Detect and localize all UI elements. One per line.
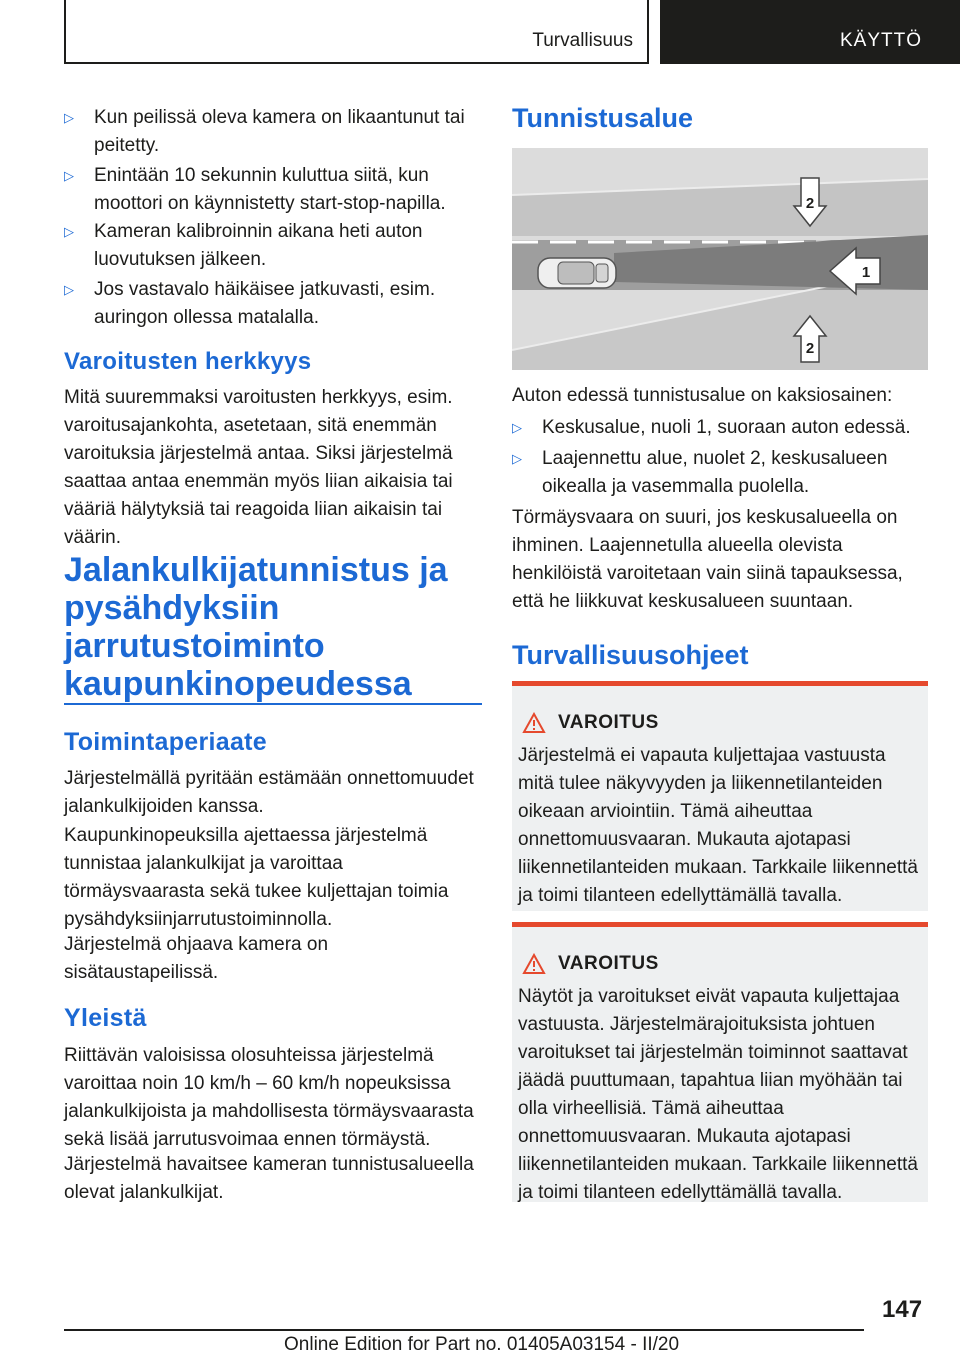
sensitivity-text: Mitä suuremmaksi varoitusten herkkyys, esim. varoitusajankohta, asetetaan, sitä enemmän varoituksia järjestelmä antaa. Siksi järjestelmä saattaa antaa enemmän myös liian aikaisia tai vääriä hälytyksiä tai reagoida liian aikaisin tai väärin. — [64, 387, 453, 548]
principle-p3: Järjestelmä ohjaava kamera on sisätaustapeilissä. — [64, 934, 329, 983]
warning-text: Näytöt ja varoitukset eivät vapauta kuljettajaa vastuusta. Järjestelmärajoituksista johtuen varoitukset tai järjestelmän toiminnot saattavat jäädä puuttumaan, tapahtua liian myöhään tai olla virheellisiä. Tämä aiheuttaa onnettomuusvaaran. Mukauta ajotapasi liikennetilanteiden mukaan. Tarkkaile liikennettä ja toimi tilanteen edellyttämällä tavalla. — [518, 986, 918, 1203]
principle-heading: Toimintaperiaate — [64, 728, 267, 756]
bullet-triangle-icon: ▷ — [512, 420, 522, 435]
svg-text:2: 2 — [805, 340, 815, 357]
footer-rule — [64, 1329, 864, 1331]
warning-title: VAROITUS — [558, 953, 659, 974]
car-icon — [538, 258, 616, 288]
detection-area-heading: Tunnistusalue — [512, 103, 694, 133]
bullet-triangle-icon: ▷ — [512, 451, 522, 466]
bullet-triangle-icon: ▷ — [64, 282, 74, 297]
header-chapter-tab — [660, 0, 960, 64]
heading-rule — [64, 703, 482, 705]
manual-page: Turvallisuus KÄYTTÖ ▷ Kun peilissä oleva kamera on likaantunut tai peitetty. ▷ Enintään 10 sekunnin kuluttua siitä, kun moottori on käynnistetty start-stop-napilla. ▷ Kameran kalibroinnin aikana heti auton luovutuksen jälkeen. ▷ Jos vastavalo häikäisee jatkuvasti, esim. auringon ollessa matalalla. Varoitusten herkkyys Mitä suuremmaksi varoitusten herkkyys, esim. varoitusajankohta, asetetaan, sitä enemmän varoituksia järjestelmä antaa. Siksi järjestelmä saattaa antaa enemmän myös liian aikaisia tai vääriä hälytyksiä tai reagoida liian aikaisin tai väärin. Jalankulkijatunnistus ja pysähdyksiin jarrutustoiminto kaupunkinopeudessa Toimintaperiaate Järjestelmällä pyritään estämään onnettomuudet jalankulkijoiden kanssa. Kaupunkinopeuksilla ajettaessa järjestelmä tunnistaa jalankulkijat ja varoittaa törmäysvaarasta sekä tukee kuljettajan toimia pysähdyksiinjarrutustoiminnolla. Järjestelmä ohjaava kamera on sisätaustapeilissä. Yleistä Riittävän valoisissa olosuhteissa järjestelmä varoittaa noin 10 km/h – 60 km/h nopeuksissa jalankulkijoista ja mahdollisesta törmäysvaarasta sekä lisää jarrutusvoimaa ennen törmäystä. Järjestelmä havaitsee kameran tunnistusalueella olevat jalankulkijat. Tunnistusalue 2 1 2 Auton edessä tunnistusalue on kaksiosainen: ▷ Keskusalue, nuoli 1, suoraan auton edessä. ▷ Laajennettu alue, nuolet 2, keskusalueen oikealla ja vasemmalla puolella. Törmäysvaara on suuri, jos keskusalueella on ihminen. Laajennetulla alueella olevista henkilöistä varoitetaan vain siinä tapauksessa, että he liikkuvat keskusalueen suuntaan. Turvallisuusohjeet VAROITUS Järjestelmä ei vapauta kuljettajaa vastuusta mitä tulee näkyvyyden ja liikennetilanteiden oikeaan arviointiin. Tämä aiheuttaa onnettomuusvaaran. Mukauta ajotapasi liikennetilanteiden mukaan. Tarkkaile liikennettä ja toimi tilanteen edellyttämällä tavalla. VAROITUS Näytöt ja varoitukset eivät vapauta kuljettajaa vastuusta. Järjestelmärajoituksista johtuen varoitukset tai järjestelmän toiminnot saattavat jäädä puuttumaan, tapahtua liian myöhään tai olla virheellisiä. Tämä aiheuttaa onnettomuusvaaran. Mukauta ajotapasi liikennetilanteiden mukaan. Tarkkaile liikennettä ja toimi tilanteen edellyttämällä tavalla. 147 Online Edition for Part no. 01405A03154 - II/20 — [0, 0, 960, 1362]
svg-text:2: 2 — [805, 195, 815, 212]
warning-box — [512, 681, 928, 911]
page-number: 147 — [882, 1296, 923, 1323]
general-p1: Riittävän valoisissa olosuhteissa järjestelmä varoittaa noin 10 km/h – 60 km/h nopeuksissa jalankulkijoista ja mahdollisesta törmäysvaarasta sekä lisää jarrutusvoimaa ennen törmäystä. — [64, 1045, 474, 1150]
header-section-box — [64, 0, 649, 64]
general-heading: Yleistä — [64, 1004, 147, 1032]
footer-edition: Online Edition for Part no. 01405A03154 - II/20 — [284, 1334, 680, 1355]
area-paragraph: Törmäysvaara on suuri, jos keskusalueella on ihminen. Laajennetulla alueella olevista henkilöistä varoitetaan vain siinä tapauksessa, että he liikkuvat keskusalueen suuntaan. — [512, 507, 903, 612]
detection-area-figure — [512, 148, 928, 370]
header-chapter-title: KÄYTTÖ — [839, 30, 922, 51]
principle-p2: Kaupunkinopeuksilla ajettaessa järjestelmä tunnistaa jalankulkijat ja varoittaa törmäysvaarasta sekä tukee kuljettajan toimia pysähdyksiinjarrutustoiminnolla. — [64, 825, 449, 930]
bullet-triangle-icon: ▷ — [64, 110, 74, 125]
safety-heading: Turvallisuusohjeet — [512, 640, 749, 670]
svg-text:1: 1 — [861, 264, 871, 281]
warning-triangle-icon — [522, 953, 546, 975]
area-intro: Auton edessä tunnistusalue on kaksiosainen: — [512, 385, 893, 406]
header-section-title: Turvallisuus — [532, 30, 633, 51]
bullet-triangle-icon: ▷ — [64, 224, 74, 239]
general-p2: Järjestelmä havaitsee kameran tunnistusalueella olevat jalankulkijat. — [64, 1154, 474, 1203]
warning-title: VAROITUS — [558, 712, 659, 733]
main-heading: Jalankulkijatunnistus ja pysähdyksiin jarrutustoiminto kaupunkinopeudessa — [64, 551, 448, 703]
warning-triangle-icon — [522, 712, 546, 734]
bullet-triangle-icon: ▷ — [64, 168, 74, 183]
principle-p1: Järjestelmällä pyritään estämään onnettomuudet jalankulkijoiden kanssa. — [64, 768, 474, 817]
sensitivity-heading: Varoitusten herkkyys — [64, 348, 312, 375]
warning-box — [512, 922, 928, 1202]
warning-text: Järjestelmä ei vapauta kuljettajaa vastuusta mitä tulee näkyvyyden ja liikennetilanteiden oikeaan arviointiin. Tämä aiheuttaa onnettomuusvaaran. Mukauta ajotapasi liikennetilanteiden mukaan. Tarkkaile liikennettä ja toimi tilanteen edellyttämällä tavalla. — [518, 745, 918, 906]
